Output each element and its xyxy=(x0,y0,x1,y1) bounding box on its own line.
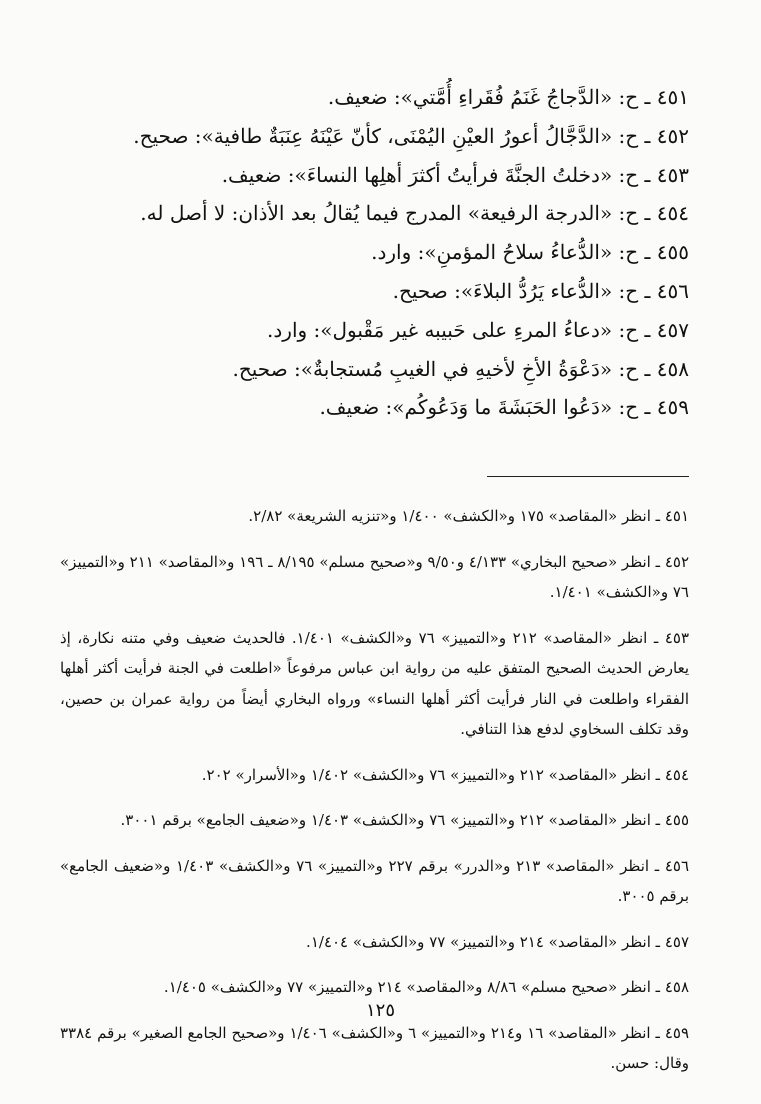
hadith-entry-458: ٤٥٨ ـ ح: «دَعْوَةُ الأخِ لأخيهِ في الغيبِ مُستجابةٌ»: صحيح. xyxy=(232,356,689,381)
hadith-entries xyxy=(60,78,689,427)
hadith-entry-451: ٤٥١ ـ ح: «الدَّجاجُ غَنَمُ فُقَراءِ أُمَّتي»: ضعيف. xyxy=(327,85,689,109)
footnote-458: ٤٥٨ ـ انظر «صحيح مسلم» ٨/٨٦ و«المقاصد» ٢١٤ و«التمييز» ٧٧ و«الكشف» ١/٤٠٥. xyxy=(163,978,689,996)
hadith-entry-457: ٤٥٧ ـ ح: «دعاءُ المرءِ على حَبيبه غير مَقْبول»: وارد. xyxy=(267,317,689,342)
footnote-separator xyxy=(487,476,689,477)
hadith-entry-454: ٤٥٤ ـ ح: «الدرجة الرفيعة» المدرج فيما يُقالُ بعد الأذان: لا أصل له. xyxy=(140,201,689,226)
footnote-459: ٤٥٩ ـ انظر «المقاصد» ١٦ و٢١٤ و«التمييز» ٦ و«الكشف» ١/٤٠٦ و«صحيح الجامع الصغير» برقم ٣٣٨٤ وقال: حسن. xyxy=(60,1023,689,1072)
footnote-456: ٤٥٦ ـ انظر «المقاصد» ٢١٣ و«الدرر» برقم ٢٢٧ و«التمييز» ٧٦ و«الكشف» ١/٤٠٣ و«ضعيف الجامع» برقم ٣٠٠٥. xyxy=(60,856,689,905)
footnote-455: ٤٥٥ ـ انظر «المقاصد» ٢١٢ و«التمييز» ٧٦ و«الكشف» ١/٤٠٣ و«ضعيف الجامع» برقم ٣٠٠١. xyxy=(120,811,689,829)
page-number: ١٢٥ xyxy=(365,1000,395,1021)
hadith-entry-455: ٤٥٥ ـ ح: «الدُّعاءُ سلاحُ المؤمنِ»: وارد. xyxy=(371,240,689,265)
footnotes xyxy=(60,486,689,1079)
footnote-452: ٤٥٢ ـ انظر «صحيح البخاري» ٤/١٣٣ و٩/٥٠ و«صحيح مسلم» ٨/١٩٥ ـ ١٩٦ و«المقاصد» ٢١١ و«التمييز» ٧٦ و«الكشف» ١/٤٠١. xyxy=(60,552,689,601)
footnote-453: ٤٥٣ ـ انظر «المقاصد» ٢١٢ و«التمييز» ٧٦ و«الكشف» ١/٤٠١. فالحديث ضعيف وفي متنه نكارة، إذ يعارض الحديث الصحيح المتفق عليه من رواية ابن عباس مرفوعاً «اطلعت في الجنة فرأيت أكثر أهلها الفقراء واطلعت في النار فرأيت أكثر أهلها النساء» ورواه البخاري أيضاً من رواية عمران بن حصين، وقد تكلف السخاوي لدفع هذا التنافي. xyxy=(60,628,689,738)
hadith-entry-452: ٤٥٢ ـ ح: «الدَّجَّالُ أعورُ العيْنِ اليُمْنَى، كأنّ عَيْنَهُ عِنَبَةٌ طافية»: صحيح. xyxy=(133,123,689,148)
hadith-entry-459: ٤٥٩ ـ ح: «دَعُوا الحَبَشَةَ ما وَدَعُوكُم»: ضعيف. xyxy=(319,395,689,420)
footnote-454: ٤٥٤ ـ انظر «المقاصد» ٢١٢ و«التمييز» ٧٦ و«الكشف» ١/٤٠٢ و«الأسرار» ٢٠٢. xyxy=(201,765,689,784)
hadith-entry-453: ٤٥٣ ـ ح: «دخلتُ الجنَّةَ فرأيتُ أكثرَ أهلِها النساءَ»: ضعيف. xyxy=(221,162,689,187)
footnote-457: ٤٥٧ ـ انظر «المقاصد» ٢١٤ و«التمييز» ٧٧ و«الكشف» ١/٤٠٤. xyxy=(306,932,689,951)
hadith-entry-456: ٤٥٦ ـ ح: «الدُّعاء يَرُدُّ البلاءَ»: صحيح. xyxy=(392,278,689,303)
footnote-451: ٤٥١ ـ انظر «المقاصد» ١٧٥ و«الكشف» ١/٤٠٠ و«تنزيه الشريعة» ٢/٨٢. xyxy=(248,507,689,525)
